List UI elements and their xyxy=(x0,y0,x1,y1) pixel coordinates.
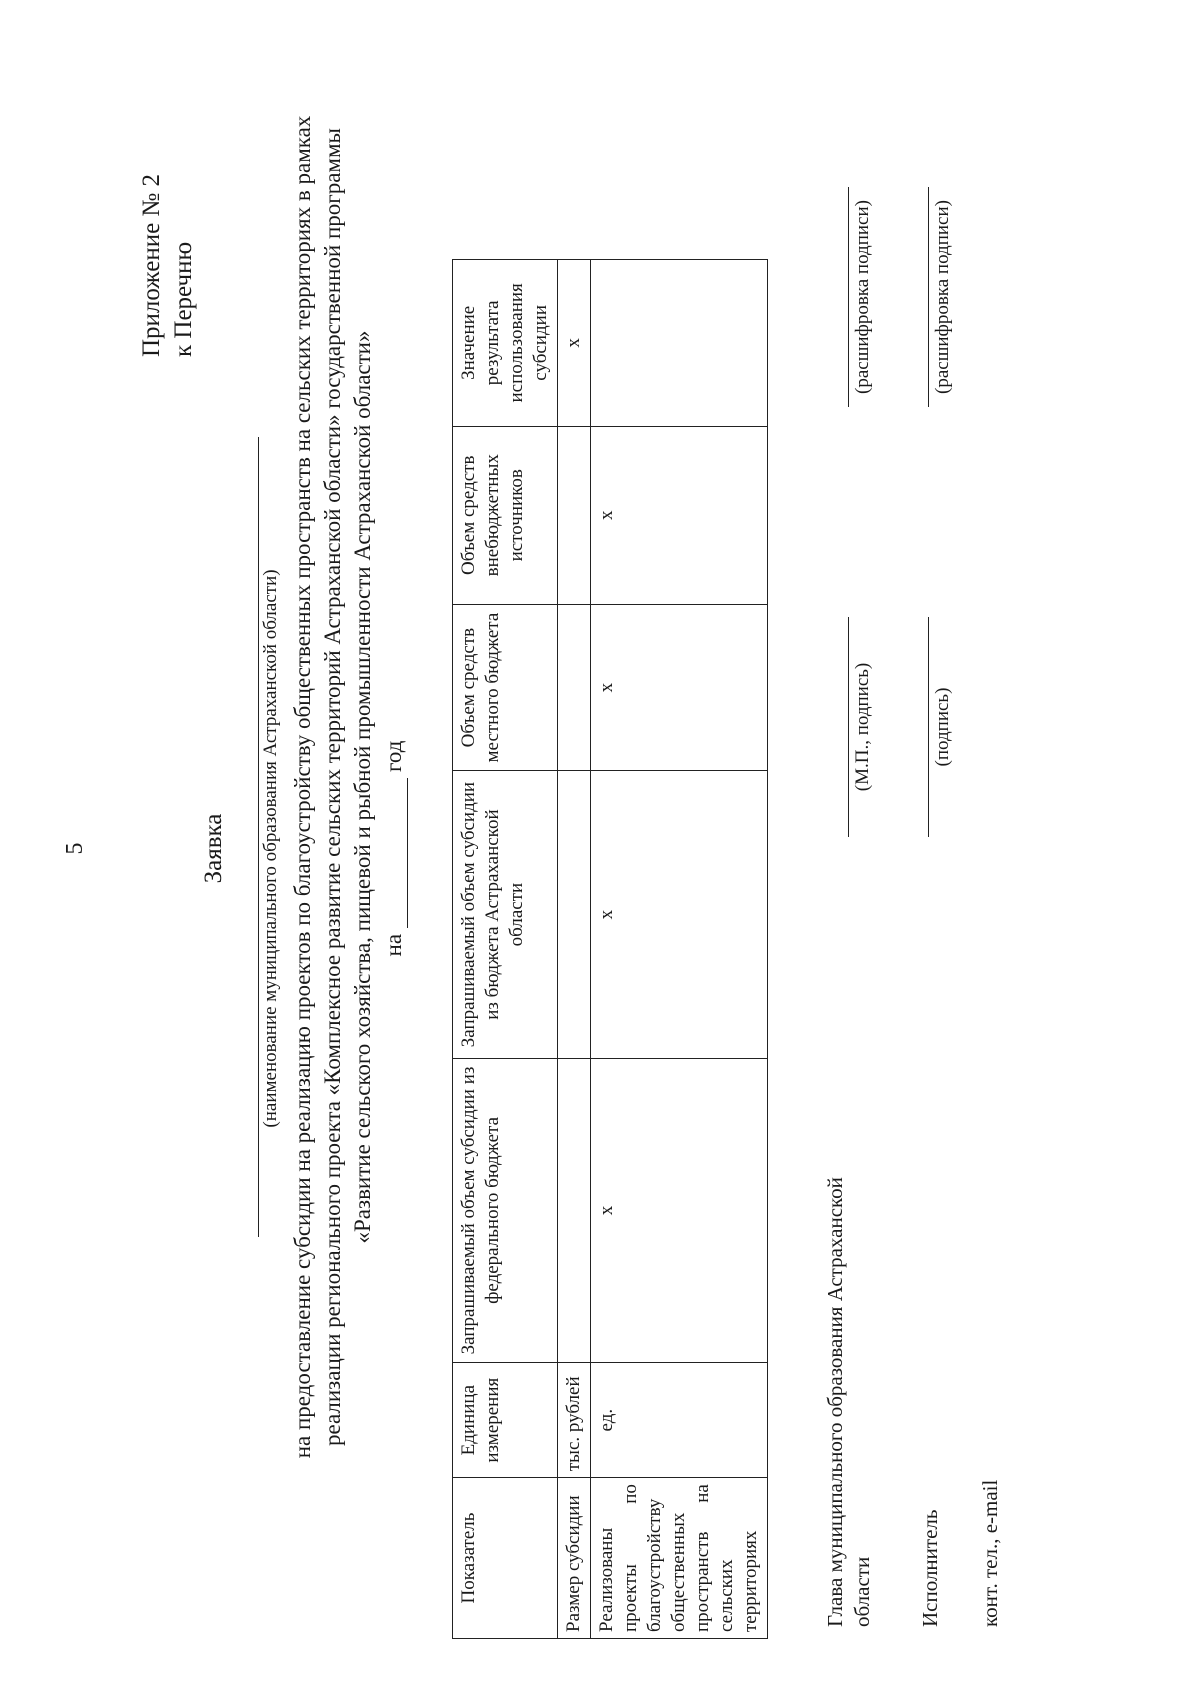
cell-federal: x xyxy=(591,1058,768,1363)
cell-local: x xyxy=(591,604,768,771)
year-line xyxy=(380,0,408,1697)
header-regional-budget: Запрашиваемый объем субсидии из бюджета Астраханской области xyxy=(453,771,558,1058)
head-decryption-caption: (расшифровка подписи) xyxy=(852,200,873,394)
table-row xyxy=(591,260,768,1639)
page-number: 5 xyxy=(62,842,88,855)
cell-federal xyxy=(558,1058,591,1363)
cell-indicator: Реализованы проекты по благоустройству общественных пространств на сельских территориях xyxy=(591,1478,768,1639)
header-extrabudgetary: Объем средств внебюджетных источников xyxy=(453,426,558,604)
executor-label: Исполнитель xyxy=(918,1509,942,1627)
cell-unit: ед. xyxy=(591,1363,768,1478)
cell-extrabudgetary: x xyxy=(591,426,768,604)
indicators-table xyxy=(452,259,768,1639)
executor-decryption-caption: (расшифровка подписи) xyxy=(932,200,953,394)
header-local-budget: Объем средств местного бюджета xyxy=(453,604,558,771)
year-blank xyxy=(387,778,408,928)
table-row xyxy=(558,260,591,1639)
org-name-underline xyxy=(258,437,259,1237)
cell-indicator: Размер субсидии xyxy=(558,1478,591,1639)
cell-regional xyxy=(558,771,591,1058)
executor-decryption-line xyxy=(928,187,929,407)
application-purpose: на предоставление субсидии на реализацию проектов по благоустройству общественных пространств на сельских территориях в рамках реализации регионального проекта «Комплексное развитие сельских территорий Астраханской области» государственной программы «Развитие сельского хозяйства, пищевой и рыбной промышленности Астраханской области» xyxy=(290,115,375,1459)
cell-local xyxy=(558,604,591,771)
year-prefix: на xyxy=(381,933,406,957)
header-federal-budget: Запрашиваемый объем субсидии из федерального бюджета xyxy=(453,1058,558,1363)
cell-result xyxy=(591,260,768,427)
cell-regional: x xyxy=(591,771,768,1058)
document-title: Заявка xyxy=(200,813,227,884)
head-signature-caption: (М.П., подпись) xyxy=(852,662,873,792)
contacts-label: конт. тел., e-mail xyxy=(978,1479,1002,1627)
appendix-reference xyxy=(136,57,200,357)
cell-result: x xyxy=(558,260,591,427)
head-of-municipality-label: Глава муниципального образования Астраханской области xyxy=(823,1177,874,1627)
head-decryption-line xyxy=(848,187,849,407)
executor-signature-line xyxy=(928,617,929,837)
appendix-line-1: Приложение № 2 xyxy=(138,173,165,357)
header-unit: Единица измерения xyxy=(453,1363,558,1478)
appendix-line-2: к Перечню xyxy=(170,241,197,357)
executor-signature-caption: (подпись) xyxy=(932,687,953,767)
header-result-value: Значение результата использования субсидии xyxy=(453,260,558,427)
cell-extrabudgetary xyxy=(558,426,591,604)
table-header-row xyxy=(453,260,558,1639)
header-indicator: Показатель xyxy=(453,1478,558,1639)
year-suffix: год xyxy=(381,740,406,772)
org-name-caption: (наименование муниципального образования Астраханской области) xyxy=(260,569,281,1128)
cell-unit: тыс. рублей xyxy=(558,1363,591,1478)
head-signature-line xyxy=(848,617,849,837)
